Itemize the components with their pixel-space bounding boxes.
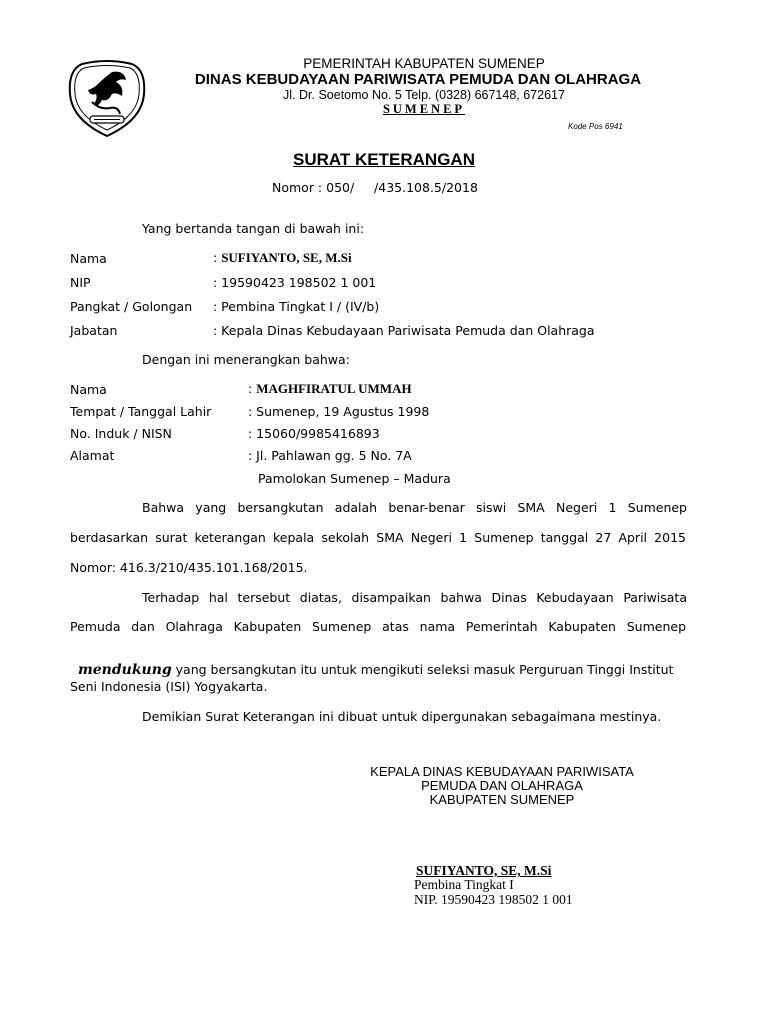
subject-address-label: Alamat: [70, 448, 115, 463]
subject-address-value: : Jl. Pahlawan gg. 5 No. 7A: [248, 448, 412, 463]
signer-nip-value: : 19590423 198502 1 001: [213, 275, 377, 290]
document-title: SURAT KETERANGAN: [293, 150, 475, 169]
postal-code: Kode Pos 6941: [568, 122, 623, 131]
subject-name-bold: MAGHFIRATUL UMMAH: [256, 381, 412, 396]
emphasis-mendukung: mendukung: [77, 662, 172, 678]
subject-id-label: No. Induk / NISN: [70, 426, 172, 441]
signer-position-value: : Kepala Dinas Kebudayaan Pariwisata Pemuda dan Olahraga: [213, 323, 595, 338]
subject-birth-value: : Sumenep, 19 Agustus 1998: [248, 404, 430, 419]
header-government: PEMERINTAH KABUPATEN SUMENEP: [303, 56, 545, 71]
paragraph-1-line-3: Nomor: 416.3/210/435.101.168/2015.: [70, 560, 308, 575]
signature-title-1: KEPALA DINAS KEBUDAYAAN PARIWISATA: [370, 764, 634, 779]
signature-rank: Pembina Tingkat I: [414, 877, 514, 892]
subject-address-line2: Pamolokan Sumenep – Madura: [258, 471, 451, 486]
signature-title-2: PEMUDA DAN OLAHRAGA: [421, 778, 583, 793]
intro-text: Yang bertanda tangan di bawah ini:: [142, 221, 365, 236]
signer-rank-label: Pangkat / Golongan: [70, 299, 193, 314]
signer-name-bold: SUFIYANTO, SE, M.Si: [221, 250, 352, 265]
subject-name-value: : MAGHFIRATUL UMMAH: [248, 381, 412, 396]
intro2-text: Dengan ini menerangkan bahwa:: [142, 352, 350, 367]
subject-birth-label: Tempat / Tanggal Lahir: [70, 404, 212, 419]
signer-name-label: Nama: [70, 251, 107, 266]
subject-id-value: : 15060/9985416893: [248, 426, 380, 441]
subject-name-label: Nama: [70, 382, 107, 397]
signer-rank-value: : Pembina Tingkat I / (IV/b): [213, 299, 380, 314]
paragraph-2-line-2: Pemuda dan Olahraga Kabupaten Sumenep atas nama Pemerintah Kabupaten Sumenep: [70, 619, 686, 634]
closing-text: Demikian Surat Keterangan ini dibuat untuk dipergunakan sebagaimana mestinya.: [142, 709, 662, 724]
header-city: SUMENEP: [382, 102, 466, 116]
paragraph-1-line-2: berdasarkan surat keterangan kepala sekolah SMA Negeri 1 Sumenep tanggal 27 April 2015: [70, 530, 686, 545]
paragraph-1-line-1: Bahwa yang bersangkutan adalah benar-benar siswi SMA Negeri 1 Sumenep: [142, 500, 687, 515]
signer-name-value: : SUFIYANTO, SE, M.Si: [213, 250, 352, 265]
signature-title-3: KABUPATEN SUMENEP: [429, 792, 575, 807]
paragraph-2-line-3: mendukung yang bersangkutan itu untuk mengikuti seleksi masuk Perguruan Tinggi Institut: [77, 662, 674, 678]
signature-name: SUFIYANTO, SE, M.Si: [416, 863, 552, 878]
signature-nip: NIP. 19590423 198502 1 001: [414, 892, 573, 907]
paragraph-2-line-1: Terhadap hal tersebut diatas, disampaikan bahwa Dinas Kebudayaan Pariwisata: [142, 590, 687, 605]
header-agency: DINAS KEBUDAYAAN PARIWISATA PEMUDA DAN OLAHRAGA: [194, 71, 642, 88]
signer-position-label: Jabatan: [70, 323, 118, 338]
header-address: Jl. Dr. Soetomo No. 5 Telp. (0328) 667148, 672617: [283, 88, 565, 102]
document-number: Nomor : 050/ /435.108.5/2018: [272, 180, 478, 195]
signer-nip-label: NIP: [70, 275, 91, 290]
paragraph-2-line-4: Seni Indonesia (ISI) Yogyakarta.: [70, 679, 268, 694]
